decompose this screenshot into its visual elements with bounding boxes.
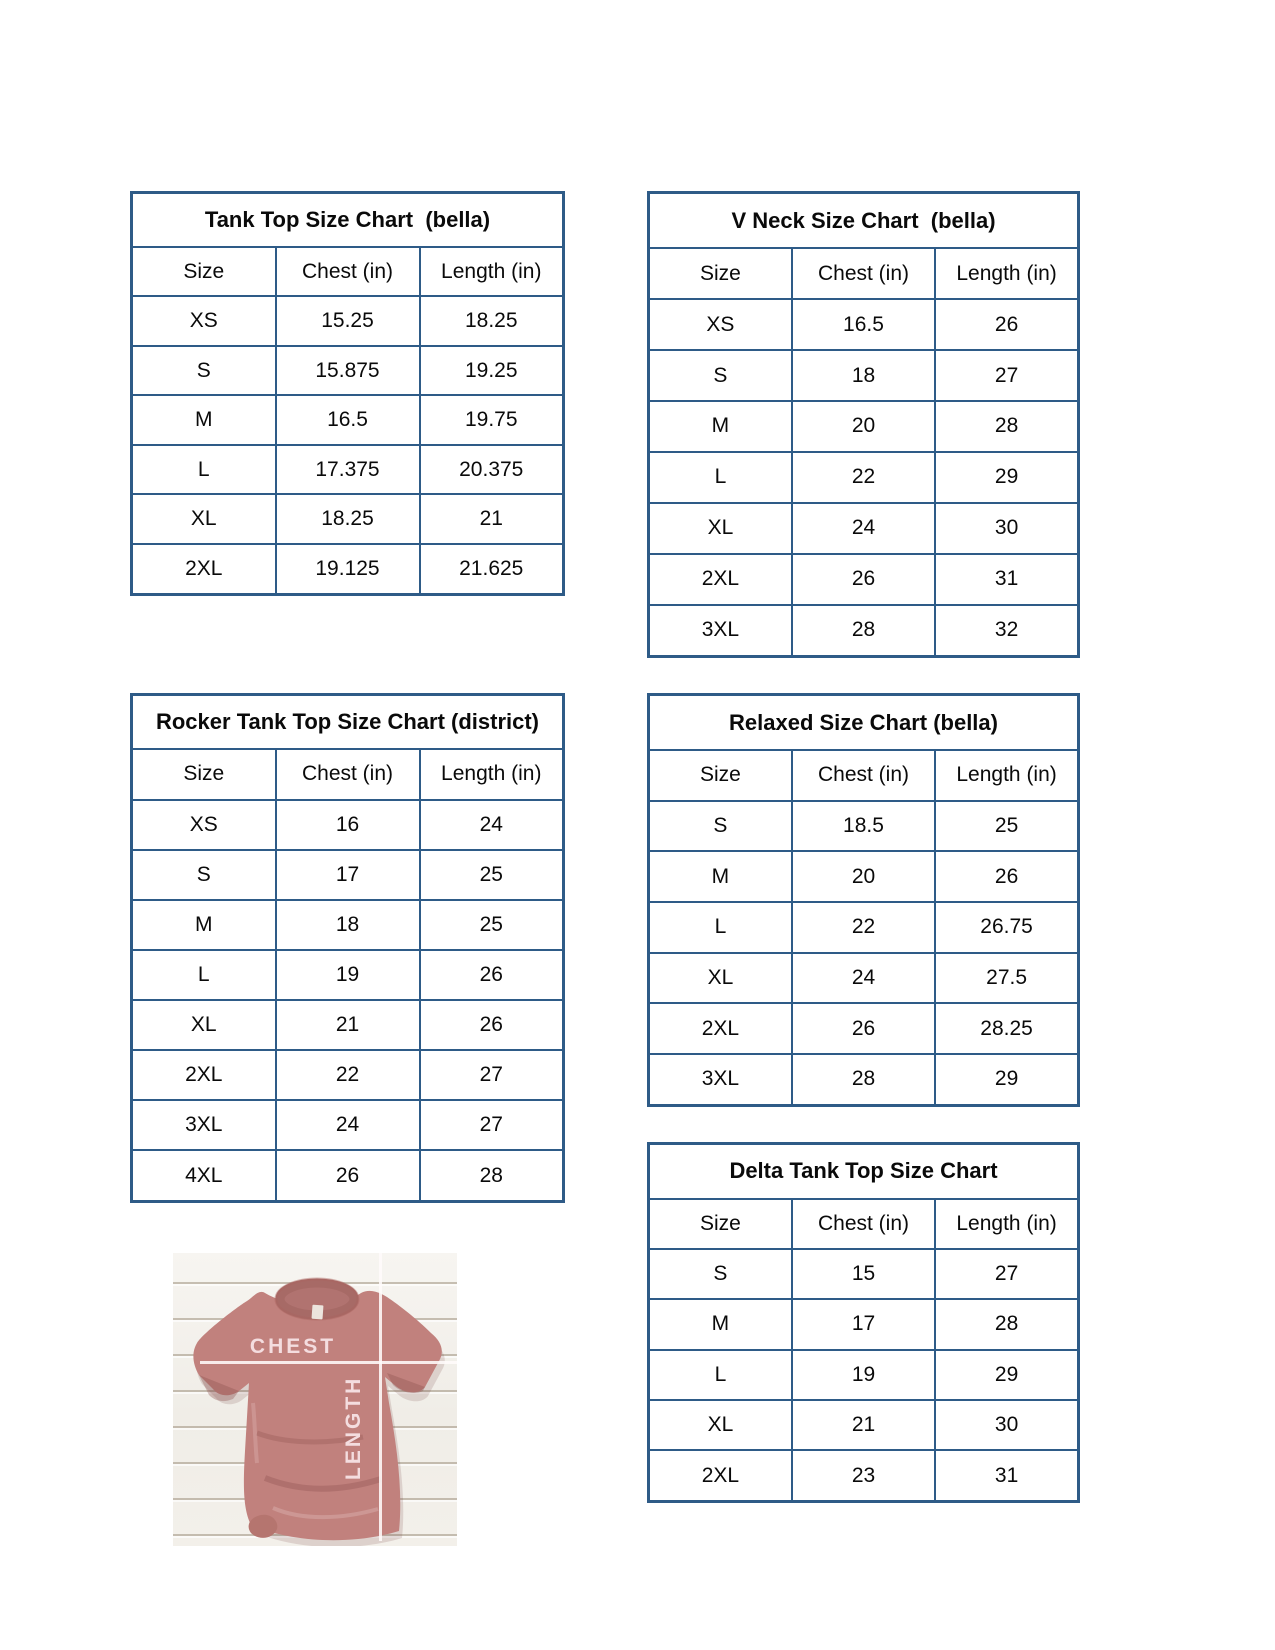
measurement-cell: 21 [792, 1400, 935, 1450]
measurement-cell: 15.875 [276, 346, 420, 396]
relaxed-size-chart-title: Relaxed Size Chart (bella) [649, 695, 1079, 751]
measurement-cell: 26 [792, 554, 935, 605]
measurement-cell: 27.5 [935, 953, 1078, 1004]
size-cell: 3XL [649, 1054, 792, 1106]
size-cell: XL [132, 1000, 276, 1050]
measurement-cell: 28 [792, 605, 935, 657]
size-cell: XS [132, 296, 276, 346]
table-row [649, 1450, 1079, 1501]
measurement-cell: 15.25 [276, 296, 420, 346]
tank-top-size-chart-title: Tank Top Size Chart (bella) [132, 193, 564, 247]
rocker-tank-top-size-chart-header-0: Size [132, 749, 276, 799]
table-row [132, 445, 564, 495]
measurement-cell: 16.5 [276, 395, 420, 445]
measurement-cell: 26 [792, 1003, 935, 1054]
table-row [132, 1100, 564, 1150]
measurement-cell: 16.5 [792, 299, 935, 350]
table-row [649, 401, 1079, 452]
size-cell: M [649, 401, 792, 452]
rocker-tank-top-size-chart-table [130, 693, 565, 1203]
measurement-cell: 30 [935, 1400, 1078, 1450]
size-cell: 2XL [649, 1450, 792, 1501]
length-measure-line [379, 1253, 382, 1541]
measurement-cell: 21 [420, 494, 564, 544]
v-neck-size-chart-header-2: Length (in) [935, 248, 1078, 299]
table-row [649, 902, 1079, 953]
measurement-cell: 24 [792, 953, 935, 1004]
table-row [132, 346, 564, 396]
size-cell: S [132, 850, 276, 900]
table-row [132, 395, 564, 445]
relaxed-size-chart-header-2: Length (in) [935, 750, 1078, 801]
table-row [132, 296, 564, 346]
measurement-cell: 29 [935, 452, 1078, 503]
size-cell: S [649, 801, 792, 852]
chest-measure-line [200, 1361, 457, 1364]
size-cell: 2XL [132, 1050, 276, 1100]
size-cell: M [132, 395, 276, 445]
relaxed-size-chart [647, 693, 1080, 1107]
measurement-cell: 24 [792, 503, 935, 554]
relaxed-size-chart-header-0: Size [649, 750, 792, 801]
header-row [649, 750, 1079, 801]
size-cell: XS [649, 299, 792, 350]
table-row [649, 452, 1079, 503]
header-row [132, 749, 564, 799]
measurement-cell: 24 [420, 800, 564, 850]
size-cell: L [132, 950, 276, 1000]
size-cell: S [132, 346, 276, 396]
measurement-cell: 27 [935, 350, 1078, 401]
table-row [132, 544, 564, 595]
size-cell: S [649, 1249, 792, 1299]
measurement-cell: 27 [420, 1050, 564, 1100]
rocker-tank-top-size-chart-header-1: Chest (in) [276, 749, 420, 799]
measurement-cell: 23 [792, 1450, 935, 1501]
size-cell: M [132, 900, 276, 950]
measurement-cell: 17 [792, 1299, 935, 1349]
size-cell: 4XL [132, 1150, 276, 1201]
relaxed-size-chart-header-1: Chest (in) [792, 750, 935, 801]
measurement-cell: 17 [276, 850, 420, 900]
v-neck-size-chart-header-0: Size [649, 248, 792, 299]
v-neck-size-chart [647, 191, 1080, 658]
table-row [649, 1350, 1079, 1400]
v-neck-size-chart-header-1: Chest (in) [792, 248, 935, 299]
table-row [649, 554, 1079, 605]
measurement-cell: 24 [276, 1100, 420, 1150]
table-row [132, 850, 564, 900]
table-row [132, 900, 564, 950]
table-row [132, 1050, 564, 1100]
measurement-cell: 32 [935, 605, 1078, 657]
tank-top-size-chart [130, 191, 565, 596]
measurement-cell: 26 [276, 1150, 420, 1201]
table-row [649, 1003, 1079, 1054]
table-row [132, 800, 564, 850]
size-cell: 3XL [649, 605, 792, 657]
table-row [649, 1054, 1079, 1106]
measurement-cell: 25 [935, 801, 1078, 852]
measurement-cell: 20 [792, 401, 935, 452]
size-cell: 2XL [649, 1003, 792, 1054]
measurement-cell: 22 [276, 1050, 420, 1100]
table-row [649, 1249, 1079, 1299]
size-cell: 2XL [132, 544, 276, 595]
table-row [649, 1299, 1079, 1349]
measurement-cell: 19.25 [420, 346, 564, 396]
measurement-cell: 19.75 [420, 395, 564, 445]
measurement-cell: 18.5 [792, 801, 935, 852]
table-row [649, 851, 1079, 902]
delta-tank-top-size-chart-header-2: Length (in) [935, 1199, 1078, 1249]
size-cell: L [649, 1350, 792, 1400]
delta-tank-top-size-chart [647, 1142, 1080, 1503]
measurement-cell: 26 [935, 299, 1078, 350]
measurement-cell: 28 [420, 1150, 564, 1201]
size-cell: S [649, 350, 792, 401]
measurement-cell: 22 [792, 452, 935, 503]
table-row [649, 299, 1079, 350]
table-row [649, 605, 1079, 657]
measurement-cell: 20 [792, 851, 935, 902]
delta-tank-top-size-chart-header-0: Size [649, 1199, 792, 1249]
measurement-cell: 19 [276, 950, 420, 1000]
size-cell: 2XL [649, 554, 792, 605]
measurement-cell: 30 [935, 503, 1078, 554]
measurement-cell: 17.375 [276, 445, 420, 495]
measurement-cell: 16 [276, 800, 420, 850]
size-cell: XL [649, 953, 792, 1004]
table-row [132, 1000, 564, 1050]
measurement-cell: 20.375 [420, 445, 564, 495]
measurement-cell: 18 [792, 350, 935, 401]
measurement-cell: 18.25 [420, 296, 564, 346]
size-cell: L [649, 902, 792, 953]
measurement-cell: 28 [935, 1299, 1078, 1349]
size-cell: L [649, 452, 792, 503]
v-neck-size-chart-table [647, 191, 1080, 658]
measurement-cell: 26.75 [935, 902, 1078, 953]
length-label: LENGTH [342, 1375, 365, 1480]
measurement-cell: 19 [792, 1350, 935, 1400]
v-neck-size-chart-title: V Neck Size Chart (bella) [649, 193, 1079, 249]
header-row [649, 1199, 1079, 1249]
measurement-cell: 31 [935, 554, 1078, 605]
header-row [649, 248, 1079, 299]
measurement-cell: 26 [935, 851, 1078, 902]
measurement-cell: 29 [935, 1054, 1078, 1106]
delta-tank-top-size-chart-table [647, 1142, 1080, 1503]
header-row [132, 247, 564, 297]
measurement-cell: 26 [420, 1000, 564, 1050]
measurement-cell: 27 [420, 1100, 564, 1150]
size-cell: XL [649, 503, 792, 554]
table-row [649, 350, 1079, 401]
chest-label: CHEST [249, 1335, 337, 1358]
measurement-cell: 21.625 [420, 544, 564, 595]
rocker-tank-top-size-chart-header-2: Length (in) [420, 749, 564, 799]
measurement-cell: 25 [420, 850, 564, 900]
table-row [132, 950, 564, 1000]
size-cell: 3XL [132, 1100, 276, 1150]
measurement-cell: 15 [792, 1249, 935, 1299]
rocker-tank-top-size-chart-title: Rocker Tank Top Size Chart (district) [132, 695, 564, 750]
measurement-cell: 18 [276, 900, 420, 950]
size-cell: XL [649, 1400, 792, 1450]
table-row [132, 494, 564, 544]
tank-top-size-chart-header-2: Length (in) [420, 247, 564, 297]
measurement-cell: 25 [420, 900, 564, 950]
tshirt-illustration [173, 1253, 457, 1546]
delta-tank-top-size-chart-title: Delta Tank Top Size Chart [649, 1144, 1079, 1199]
measurement-cell: 28.25 [935, 1003, 1078, 1054]
rocker-tank-top-size-chart [130, 693, 565, 1203]
measurement-cell: 19.125 [276, 544, 420, 595]
table-row [649, 1400, 1079, 1450]
measurement-cell: 28 [792, 1054, 935, 1106]
table-row [649, 503, 1079, 554]
measurement-cell: 27 [935, 1249, 1078, 1299]
measurement-cell: 26 [420, 950, 564, 1000]
table-row [649, 801, 1079, 852]
measurement-cell: 31 [935, 1450, 1078, 1501]
size-cell: M [649, 1299, 792, 1349]
tank-top-size-chart-header-1: Chest (in) [276, 247, 420, 297]
delta-tank-top-size-chart-header-1: Chest (in) [792, 1199, 935, 1249]
measurement-cell: 28 [935, 401, 1078, 452]
size-cell: XL [132, 494, 276, 544]
measurement-cell: 29 [935, 1350, 1078, 1400]
tank-top-size-chart-header-0: Size [132, 247, 276, 297]
size-cell: L [132, 445, 276, 495]
size-cell: XS [132, 800, 276, 850]
tank-top-size-chart-table [130, 191, 565, 596]
measurement-cell: 22 [792, 902, 935, 953]
measurement-cell: 21 [276, 1000, 420, 1050]
relaxed-size-chart-table [647, 693, 1080, 1107]
size-cell: M [649, 851, 792, 902]
table-row [132, 1150, 564, 1201]
tshirt-measurement-photo [173, 1253, 457, 1546]
table-row [649, 953, 1079, 1004]
measurement-cell: 18.25 [276, 494, 420, 544]
